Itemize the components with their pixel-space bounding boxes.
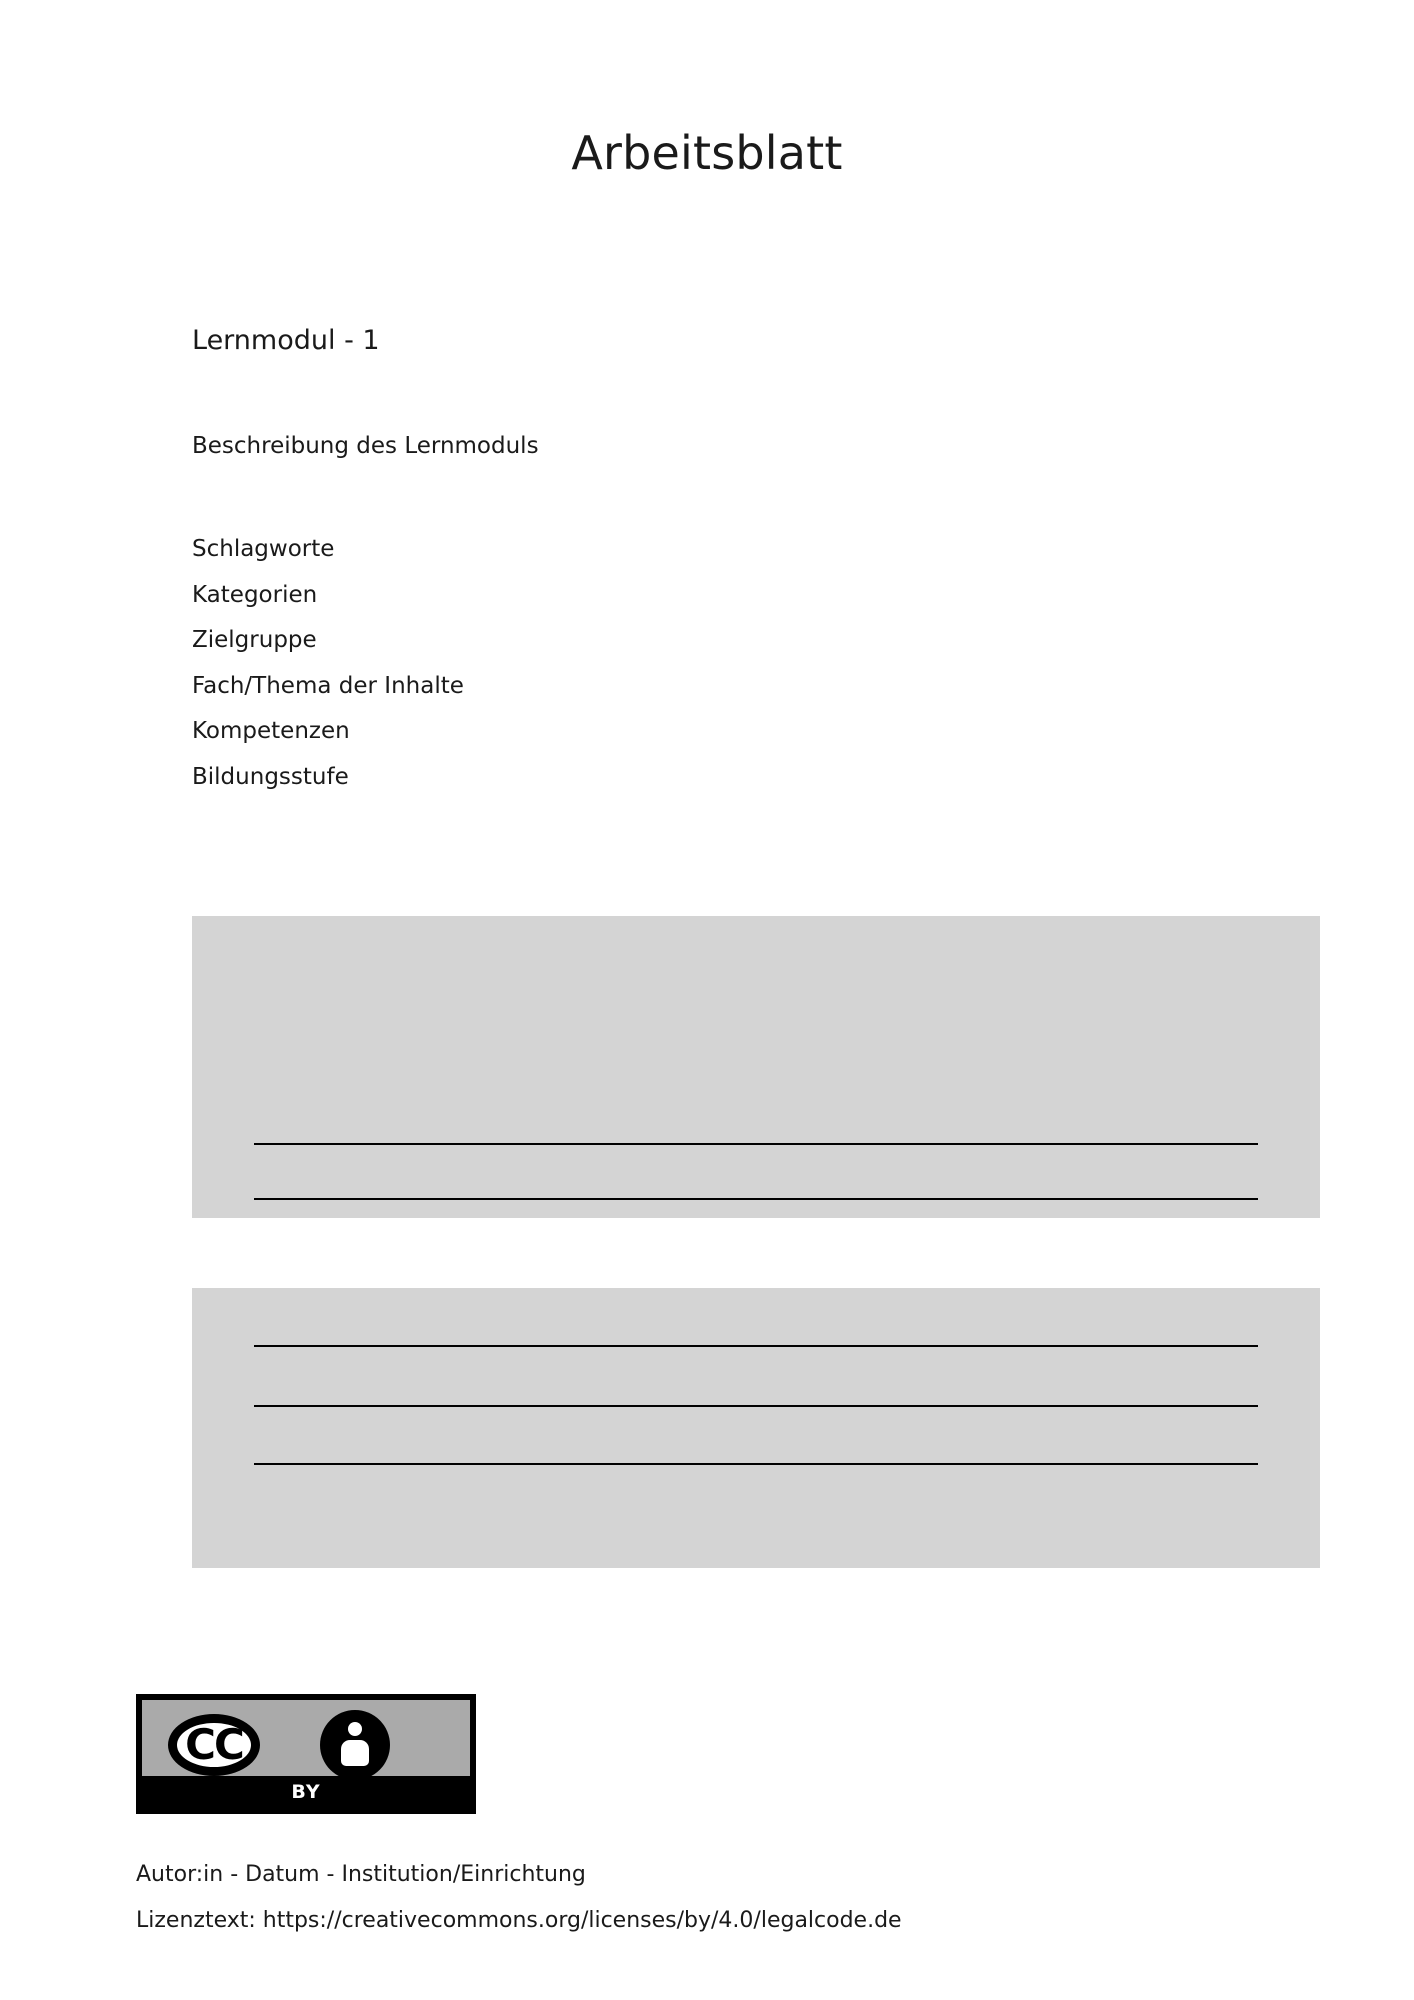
writing-line xyxy=(254,1405,1258,1407)
list-item: Kompetenzen xyxy=(192,718,350,744)
creative-commons-badge xyxy=(136,1694,476,1814)
content-placeholder-block-one xyxy=(192,916,1320,1218)
module-description: Beschreibung des Lernmoduls xyxy=(192,433,539,459)
list-item: Fach/Thema der Inhalte xyxy=(192,672,464,699)
writing-line xyxy=(254,1463,1258,1465)
cc-by-label: BY xyxy=(142,1776,470,1808)
list-item: Schlagworte xyxy=(192,536,335,562)
module-heading: Lernmodul - 1 xyxy=(192,325,380,356)
list-item: Kategorien xyxy=(192,581,318,608)
writing-line xyxy=(254,1345,1258,1347)
footer-license-line: Lizenztext: https://creativecommons.org/licenses/by/4.0/legalcode.de xyxy=(136,1908,902,1933)
list-item: Bildungsstufe xyxy=(192,763,349,790)
cc-icon: CC xyxy=(168,1714,260,1776)
module-metadata-list xyxy=(192,527,464,800)
person-icon xyxy=(320,1710,390,1780)
writing-line xyxy=(254,1143,1258,1145)
page-title: Arbeitsblatt xyxy=(571,126,843,180)
writing-line xyxy=(254,1198,1258,1200)
footer-author-line: Autor:in - Datum - Institution/Einrichtung xyxy=(136,1862,586,1887)
list-item: Zielgruppe xyxy=(192,627,317,653)
content-placeholder-block-two xyxy=(192,1288,1320,1568)
